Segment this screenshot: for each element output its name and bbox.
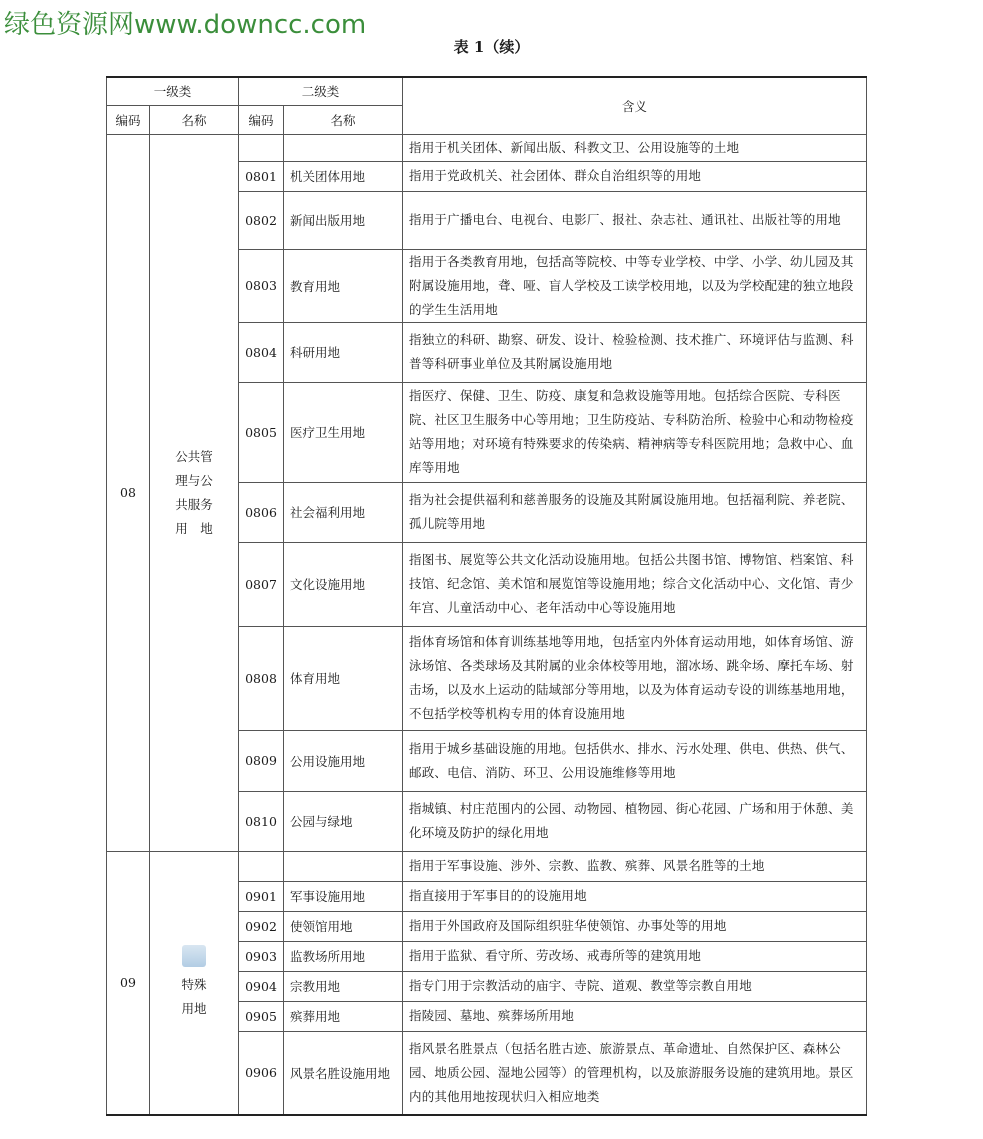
level2-name: 医疗卫生用地 [284, 382, 403, 482]
watermark-text: 绿色资源网www.downcc.com [4, 10, 367, 40]
header-level1: 一级类 [107, 77, 239, 105]
level2-name: 科研用地 [284, 322, 403, 382]
meaning-cell: 指直接用于军事目的的设施用地 [403, 881, 867, 911]
meaning-cell: 指专门用于宗教活动的庙宇、寺院、道观、教堂等宗教自用地 [403, 971, 867, 1001]
header-meaning: 含义 [403, 77, 867, 134]
table-title: 表 1（续） [453, 38, 530, 56]
meaning-cell: 指为社会提供福利和慈善服务的设施及其附属设施用地。包括福利院、养老院、孤儿院等用地 [403, 482, 867, 542]
level2-name: 文化设施用地 [284, 542, 403, 626]
level2-name: 公用设施用地 [284, 730, 403, 791]
level2-code: 0801 [239, 161, 284, 191]
header-level2: 二级类 [239, 77, 403, 105]
level1-name-text: 特殊 用地 [181, 976, 207, 1016]
level2-name: 殡葬用地 [284, 1001, 403, 1031]
meaning-cell: 指用于各类教育用地，包括高等院校、中等专业学校、中学、小学、幼儿园及其附属设施用地，聋、哑、盲人学校及工读学校用地，以及为学校配建的独立地段的学生生活用地 [403, 249, 867, 322]
level2-code: 0905 [239, 1001, 284, 1031]
level2-code [239, 134, 284, 161]
header-level1-code: 编码 [107, 105, 150, 134]
level2-code: 0904 [239, 971, 284, 1001]
level2-name: 教育用地 [284, 249, 403, 322]
level1-name [150, 851, 239, 1115]
level1-name-text: 公共管 理与公 共服务 用 地 [175, 448, 213, 536]
level2-name: 风景名胜设施用地 [284, 1031, 403, 1115]
level2-code: 0903 [239, 941, 284, 971]
table-row [107, 851, 867, 881]
level2-code: 0806 [239, 482, 284, 542]
table-row [107, 134, 867, 161]
level2-code [239, 851, 284, 881]
level2-name: 新闻出版用地 [284, 191, 403, 249]
meaning-cell: 指体育场馆和体育训练基地等用地，包括室内外体育运动用地，如体育场馆、游泳场馆、各类球场及其附属的业余体校等用地，溜冰场、跳伞场、摩托车场、射击场，以及水上运动的陆域部分等用地，以及为体育运动专设的训练基地用地，不包括学校等机构专用的体育设施用地 [403, 626, 867, 730]
level2-code: 0805 [239, 382, 284, 482]
level2-name: 社会福利用地 [284, 482, 403, 542]
level2-code: 0902 [239, 911, 284, 941]
level2-code: 0808 [239, 626, 284, 730]
meaning-cell: 指医疗、保健、卫生、防疫、康复和急救设施等用地。包括综合医院、专科医院、社区卫生服务中心等用地；卫生防疫站、专科防治所、检验中心和动物检疫站等用地；对环境有特殊要求的传染病、精神病等专科医院用地；急救中心、血库等用地 [403, 382, 867, 482]
level2-name: 监教场所用地 [284, 941, 403, 971]
header-level2-code: 编码 [239, 105, 284, 134]
watermark-logo-icon [182, 945, 206, 967]
meaning-cell: 指独立的科研、勘察、研发、设计、检验检测、技术推广、环境评估与监测、科普等科研事业单位及其附属设施用地 [403, 322, 867, 382]
meaning-cell: 指用于党政机关、社会团体、群众自治组织等的用地 [403, 161, 867, 191]
level2-code: 0810 [239, 791, 284, 851]
level1-name [150, 134, 239, 851]
level2-code: 0807 [239, 542, 284, 626]
meaning-cell: 指用于机关团体、新闻出版、科教文卫、公用设施等的土地 [403, 134, 867, 161]
level2-code: 0901 [239, 881, 284, 911]
meaning-cell: 指用于监狱、看守所、劳改场、戒毒所等的建筑用地 [403, 941, 867, 971]
level2-name: 体育用地 [284, 626, 403, 730]
table-body [107, 134, 867, 1115]
level2-code: 0906 [239, 1031, 284, 1115]
level2-code: 0802 [239, 191, 284, 249]
level2-name: 公园与绿地 [284, 791, 403, 851]
meaning-cell: 指用于军事设施、涉外、宗教、监教、殡葬、风景名胜等的土地 [403, 851, 867, 881]
meaning-cell: 指图书、展览等公共文化活动设施用地。包括公共图书馆、博物馆、档案馆、科技馆、纪念馆、美术馆和展览馆等设施用地；综合文化活动中心、文化馆、青少年宫、儿童活动中心、老年活动中心等设施用地 [403, 542, 867, 626]
level2-name: 机关团体用地 [284, 161, 403, 191]
table-header [107, 77, 867, 134]
meaning-cell: 指城镇、村庄范围内的公园、动物园、植物园、街心花园、广场和用于休憩、美化环境及防护的绿化用地 [403, 791, 867, 851]
level2-name [284, 134, 403, 161]
level2-name [284, 851, 403, 881]
header-level2-name: 名称 [284, 105, 403, 134]
level1-code: 08 [107, 134, 150, 851]
level2-code: 0809 [239, 730, 284, 791]
land-use-classification-table [106, 76, 867, 1116]
level2-name: 宗教用地 [284, 971, 403, 1001]
level2-name: 使领馆用地 [284, 911, 403, 941]
meaning-cell: 指陵园、墓地、殡葬场所用地 [403, 1001, 867, 1031]
meaning-cell: 指用于外国政府及国际组织驻华使领馆、办事处等的用地 [403, 911, 867, 941]
level2-name: 军事设施用地 [284, 881, 403, 911]
meaning-cell: 指风景名胜景点（包括名胜古迹、旅游景点、革命遗址、自然保护区、森林公园、地质公园、湿地公园等）的管理机构，以及旅游服务设施的建筑用地。景区内的其他用地按现状归入相应地类 [403, 1031, 867, 1115]
level2-code: 0804 [239, 322, 284, 382]
header-level1-name: 名称 [150, 105, 239, 134]
meaning-cell: 指用于城乡基础设施的用地。包括供水、排水、污水处理、供电、供热、供气、邮政、电信、消防、环卫、公用设施维修等用地 [403, 730, 867, 791]
meaning-cell: 指用于广播电台、电视台、电影厂、报社、杂志社、通讯社、出版社等的用地 [403, 191, 867, 249]
level1-code: 09 [107, 851, 150, 1115]
level2-code: 0803 [239, 249, 284, 322]
